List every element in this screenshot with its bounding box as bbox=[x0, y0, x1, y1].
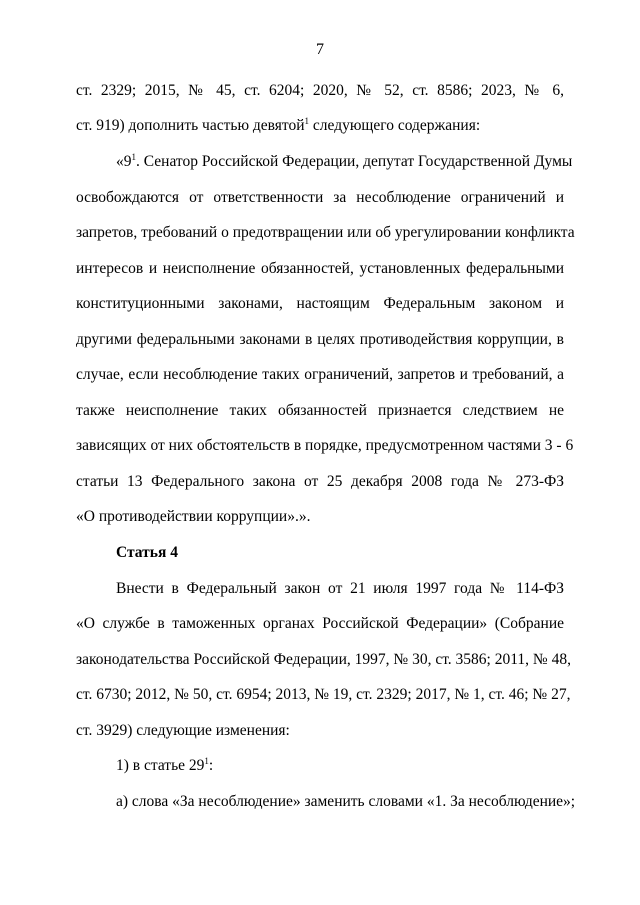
text-segment: 1) в статье 29 bbox=[116, 757, 205, 774]
text-line bbox=[116, 152, 573, 172]
text-segment: . Сенатор Российской Федерации, депутат Государственной Думы bbox=[136, 153, 573, 170]
text-segment: : bbox=[208, 757, 214, 774]
text-line: освобождаются от ответственности за несоблюдение ограничений и bbox=[76, 189, 564, 206]
text-line: а) слова «За несоблюдение» заменить словами «1. За несоблюдение»; bbox=[116, 793, 576, 810]
text-segment: ст. 919) дополнить частью девятой bbox=[76, 117, 305, 134]
text-line: статьи 13 Федерального закона от 25 декабря 2008 года № 273-ФЗ bbox=[76, 473, 564, 490]
text-line: Внести в Федеральный закон от 21 июля 1997 года № 114-ФЗ bbox=[116, 580, 564, 597]
text-line bbox=[76, 116, 480, 136]
article-heading: Статья 4 bbox=[116, 544, 178, 561]
text-line: случае, если несоблюдение таких ограничений, запретов и требований, а bbox=[76, 366, 564, 383]
superscript: 1 bbox=[304, 116, 310, 126]
text-line: ст. 2329; 2015, № 45, ст. 6204; 2020, № 52, ст. 8586; 2023, № 6, bbox=[76, 82, 564, 99]
text-line: интересов и неисполнение обязанностей, установленных федеральными bbox=[76, 260, 564, 277]
page-number: 7 bbox=[316, 41, 324, 58]
text-line: также неисполнение таких обязанностей признается следствием не bbox=[76, 402, 564, 419]
text-line: зависящих от них обстоятельств в порядке, предусмотренном частями 3 - 6 bbox=[76, 437, 574, 454]
text-line: «О противодействии коррупции».». bbox=[76, 508, 311, 525]
text-line: законодательства Российской Федерации, 1997, № 30, ст. 3586; 2011, № 48, bbox=[76, 651, 571, 668]
text-line: другими федеральными законами в целях противодействия коррупции, в bbox=[76, 331, 564, 348]
text-line: «О службе в таможенных органах Российской Федерации» (Собрание bbox=[76, 615, 564, 632]
text-line: конституционными законами, настоящим Федеральным законом и bbox=[76, 295, 564, 312]
text-segment: следующего содержания: bbox=[309, 117, 481, 134]
text-line: ст. 3929) следующие изменения: bbox=[76, 722, 290, 739]
superscript: 1 bbox=[204, 756, 209, 766]
superscript: 1 bbox=[131, 152, 136, 162]
text-line: запретов, требований о предотвращении или об урегулировании конфликта bbox=[76, 224, 575, 241]
text-line: ст. 6730; 2012, № 50, ст. 6954; 2013, № 19, ст. 2329; 2017, № 1, ст. 46; № 27, bbox=[76, 686, 571, 703]
text-line bbox=[116, 756, 213, 776]
text-segment: «9 bbox=[116, 153, 132, 170]
